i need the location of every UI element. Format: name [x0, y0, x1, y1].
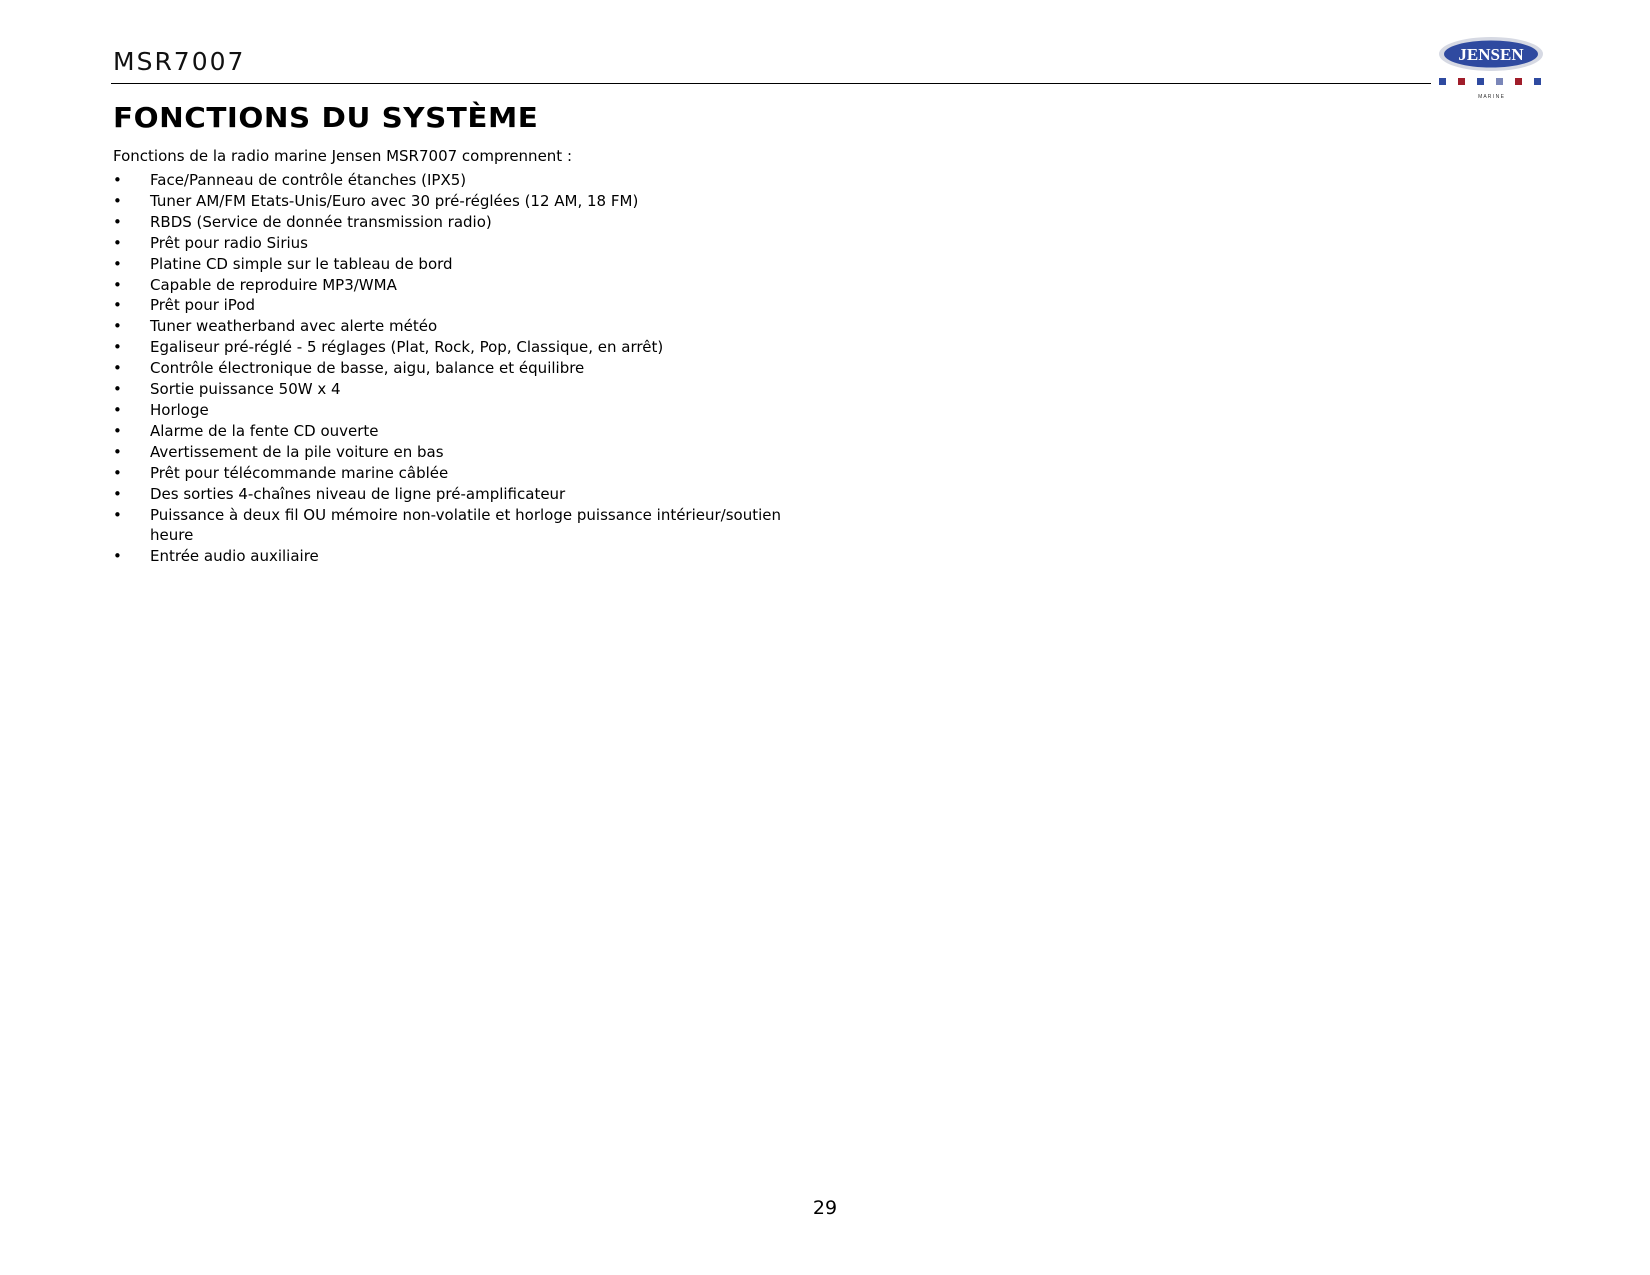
feature-item [113, 379, 793, 400]
bullet-icon: • [113, 484, 122, 503]
feature-text: RBDS (Service de donnée transmission radio) [150, 212, 492, 231]
feature-text: Platine CD simple sur le tableau de bord [150, 254, 453, 273]
feature-text: Entrée audio auxiliaire [150, 547, 319, 566]
bullet-icon: • [113, 233, 122, 252]
page-title: FONCTIONS DU SYSTÈME [113, 101, 539, 134]
bullet-icon: • [113, 442, 122, 461]
feature-item [113, 421, 793, 442]
feature-item [113, 400, 793, 421]
logo-square [1439, 78, 1446, 85]
header-rule [111, 83, 1431, 84]
feature-item [113, 316, 793, 337]
feature-text: Prêt pour radio Sirius [150, 233, 308, 252]
feature-item [113, 233, 793, 254]
bullet-icon: • [113, 275, 122, 294]
bullet-icon: • [113, 338, 122, 357]
bullet-icon: • [113, 171, 122, 189]
bullet-icon: • [113, 317, 122, 336]
bullet-icon: • [113, 421, 122, 440]
logo-square [1477, 78, 1484, 85]
model-header: MSR7007 [113, 47, 246, 76]
bullet-icon: • [113, 463, 122, 482]
feature-text: Egaliseur pré-réglé - 5 réglages (Plat, Rock, Pop, Classique, en arrêt) [150, 338, 664, 357]
feature-list [113, 170, 793, 567]
feature-text: Sortie puissance 50W x 4 [150, 380, 341, 399]
logo-subtitle-text: M A R I N E [1478, 94, 1504, 100]
feature-item [113, 358, 793, 379]
feature-item [113, 337, 793, 358]
feature-item [113, 463, 793, 484]
logo-square [1496, 78, 1503, 85]
logo-brand-text: JENSEN [1458, 45, 1524, 64]
bullet-icon: • [113, 400, 122, 419]
jensen-marine-logo [1436, 36, 1546, 102]
logo-square [1458, 78, 1465, 85]
feature-text: Horloge [150, 400, 209, 419]
feature-text: Tuner AM/FM Etats-Unis/Euro avec 30 pré-réglées (12 AM, 18 FM) [150, 191, 639, 210]
bullet-icon: • [113, 380, 122, 399]
bullet-icon: • [113, 296, 122, 315]
feature-text: Face/Panneau de contrôle étanches (IPX5) [150, 171, 467, 189]
feature-item [113, 191, 793, 212]
bullet-icon: • [113, 359, 122, 378]
feature-item [113, 546, 793, 567]
logo-square [1534, 78, 1541, 85]
page-number: 29 [812, 1197, 838, 1219]
intro-text: Fonctions de la radio marine Jensen MSR7007 comprennent : [113, 147, 573, 165]
feature-item [113, 484, 793, 505]
feature-text: Avertissement de la pile voiture en bas [150, 442, 444, 461]
feature-item [113, 505, 793, 547]
feature-item [113, 212, 793, 233]
feature-item [113, 254, 793, 275]
bullet-icon: • [113, 191, 122, 210]
feature-item [113, 442, 793, 463]
feature-text: Alarme de la fente CD ouverte [150, 421, 379, 440]
logo-square [1515, 78, 1522, 85]
feature-item [113, 295, 793, 316]
feature-text: Puissance à deux fil OU mémoire non-volatile et horloge puissance intérieur/soutien heure [150, 505, 782, 545]
feature-text: Prêt pour télécommande marine câblée [150, 463, 449, 482]
feature-text: Des sorties 4-chaînes niveau de ligne pré-amplificateur [150, 484, 566, 503]
feature-text: Capable de reproduire MP3/WMA [150, 275, 397, 294]
feature-text: Tuner weatherband avec alerte météo [150, 317, 438, 336]
bullet-icon: • [113, 505, 122, 524]
feature-text: Contrôle électronique de basse, aigu, balance et équilibre [150, 359, 585, 378]
feature-item [113, 170, 793, 191]
bullet-icon: • [113, 254, 122, 273]
feature-text: Prêt pour iPod [150, 296, 256, 315]
feature-item [113, 275, 793, 296]
bullet-icon: • [113, 212, 122, 231]
bullet-icon: • [113, 547, 122, 566]
